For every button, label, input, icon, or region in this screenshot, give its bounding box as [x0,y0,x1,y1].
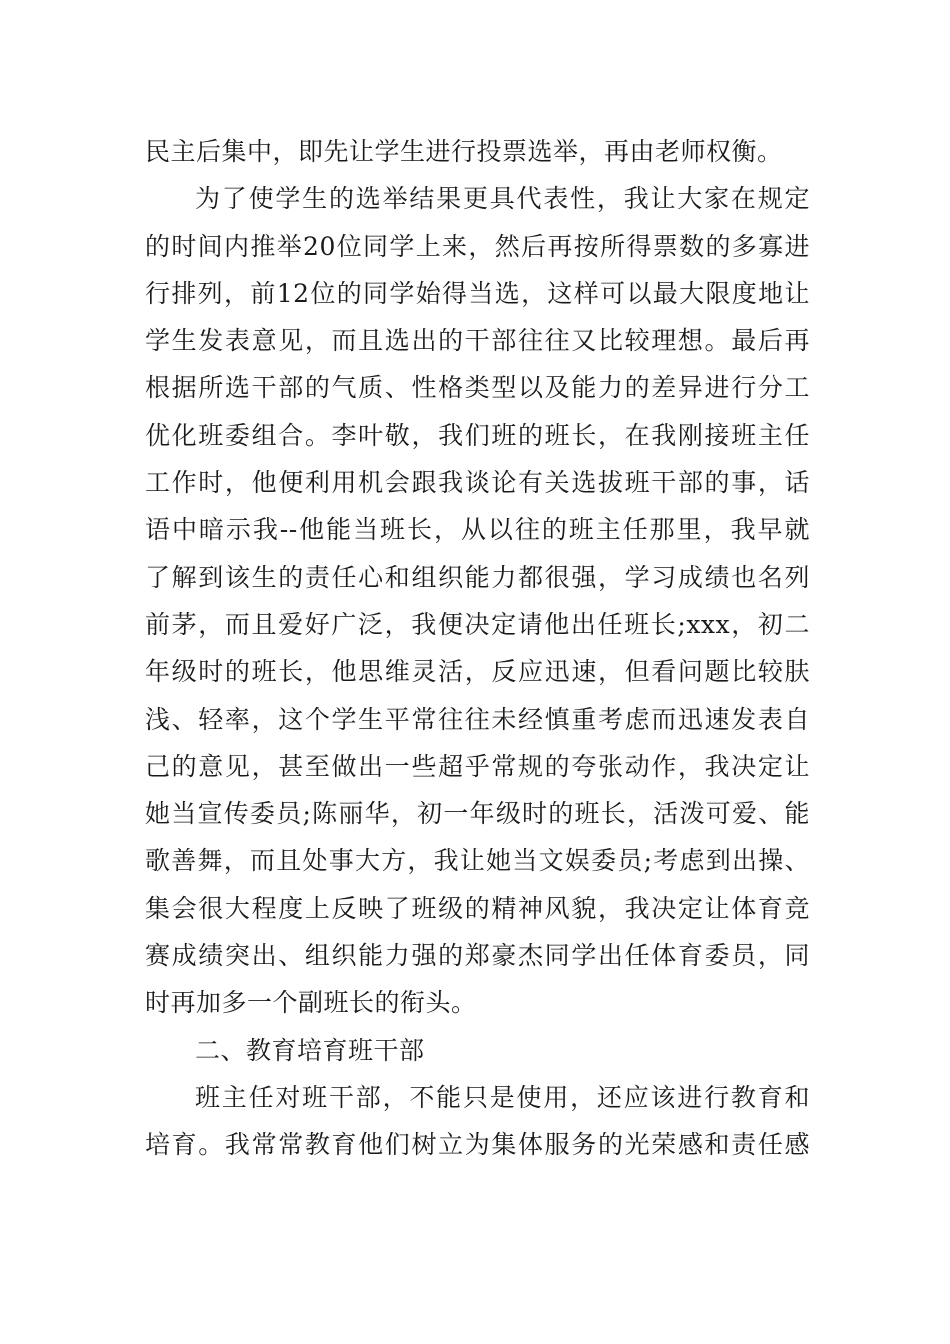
section-heading: 二、教育培育班干部 [195,1035,425,1065]
text-line-18: 赛成绩突出、组织能力强的郑豪杰同学出任体育委员，同 [145,941,810,971]
text-line-2: 为了使学生的选举结果更具代表性，我让大家在规定 [195,184,810,214]
text-line-16: 歌善舞，而且处事大方，我让她当文娱委员;考虑到出操、 [145,846,810,876]
text-line-22: 培育。我常常教育他们树立为集体服务的光荣感和责任感 [145,1130,810,1160]
text-line-9: 语中暗示我--他能当班长，从以往的班主任那里，我早就 [145,515,810,545]
text-line-12: 年级时的班长，他思维灵活，反应迅速，但看问题比较肤 [145,657,810,687]
text-line-6: 根据所选干部的气质、性格类型以及能力的差异进行分工 [145,373,810,403]
document-body [145,128,810,1169]
text-line-1: 民主后集中，即先让学生进行投票选举，再由老师权衡。 [145,137,783,166]
text-line-21: 班主任对班干部，不能只是使用，还应该进行教育和 [195,1082,810,1112]
text-line-4: 行排列，前12位的同学始得当选，这样可以最大限度地让 [145,278,810,308]
text-line-7: 优化班委组合。李叶敬，我们班的班长，在我刚接班主任 [145,420,810,450]
text-line-19: 时再加多一个副班长的衔头。 [145,988,477,1018]
text-line-3: 的时间内推举20位同学上来，然后再按所得票数的多寡进 [145,231,810,261]
text-line-5: 学生发表意见，而且选出的干部往往又比较理想。最后再 [145,326,810,356]
text-line-11: 前茅，而且爱好广泛，我便决定请他出任班长;xxx，初二 [145,609,810,639]
text-line-10: 了解到该生的责任心和组织能力都很强，学习成绩也名列 [145,562,810,592]
text-line-8: 工作时，他便利用机会跟我谈论有关选拔班干部的事，话 [145,468,810,498]
text-line-15: 她当宣传委员;陈丽华，初一年级时的班长，活泼可爱、能 [145,799,810,829]
text-line-14: 己的意见，甚至做出一些超乎常规的夸张动作，我决定让 [145,751,810,781]
text-line-13: 浅、轻率，这个学生平常往往未经慎重考虑而迅速发表自 [145,704,810,734]
text-line-17: 集会很大程度上反映了班级的精神风貌，我决定让体育竞 [145,893,810,923]
